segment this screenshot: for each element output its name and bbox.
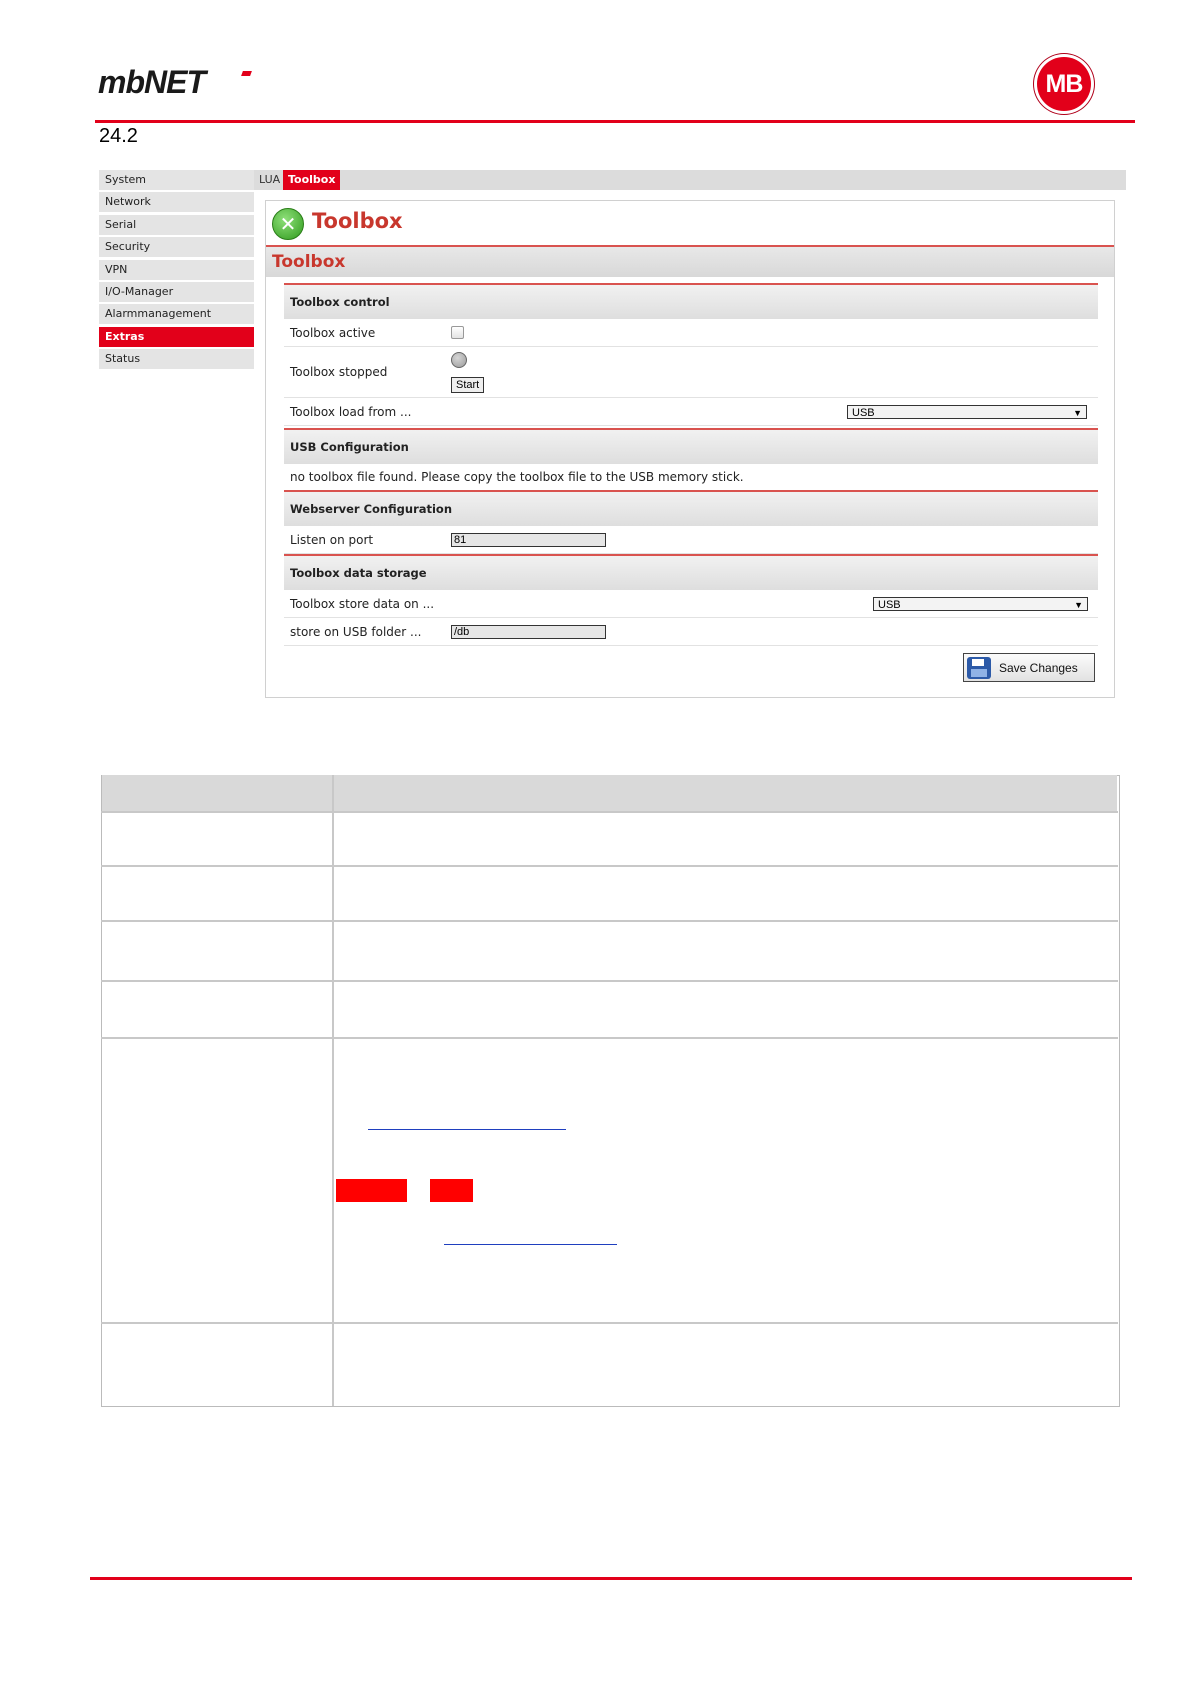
dropdown-arrow-icon: ▼ <box>1073 408 1082 418</box>
panel-subtitle: Toolbox <box>272 252 346 272</box>
panel-title: Toolbox <box>312 209 403 233</box>
section-title: Webserver Configuration <box>290 502 453 516</box>
store-data-on-value: USB <box>878 599 901 611</box>
sidebar-item-system[interactable]: System <box>99 170 254 191</box>
load-from-select[interactable] <box>847 405 1087 419</box>
section-title: Toolbox control <box>290 295 390 309</box>
mb-brand-badge: MB <box>1037 57 1091 111</box>
mbnet-logo: mbNET <box>98 64 205 100</box>
sidebar-item-alarmmanagement[interactable]: Alarmmanagement <box>99 304 254 325</box>
footer-divider <box>90 1577 1132 1580</box>
sidebar-item-network[interactable]: Network <box>99 192 254 213</box>
sidebar-item-serial[interactable]: Serial <box>99 215 254 236</box>
save-changes-label: Save Changes <box>999 661 1078 675</box>
hyperlink-underline[interactable] <box>368 1129 566 1130</box>
hyperlink-underline[interactable] <box>444 1244 617 1245</box>
store-data-on-select[interactable] <box>873 597 1088 611</box>
sidebar-item-extras[interactable]: Extras <box>99 327 254 348</box>
sidebar-item-status[interactable]: Status <box>99 349 254 370</box>
sidebar-nav <box>99 170 254 372</box>
start-button[interactable]: Start <box>451 377 484 393</box>
table-row-divider <box>101 980 1118 982</box>
row-usb-folder <box>284 618 1098 646</box>
floppy-disk-icon <box>967 657 991 679</box>
status-led-icon <box>451 352 467 368</box>
toolbox-active-label: Toolbox active <box>290 326 376 340</box>
table-row-divider <box>101 920 1118 922</box>
save-changes-button[interactable] <box>963 653 1095 682</box>
table-row-divider <box>101 1037 1118 1039</box>
row-store-data-on <box>284 590 1098 618</box>
section-number: 24.2 <box>99 125 138 147</box>
section-header-usb-configuration <box>284 428 1098 464</box>
tab-bar <box>254 170 1126 190</box>
toolbox-wrench-icon: ✕ <box>272 208 304 240</box>
table-column-divider <box>332 775 334 1406</box>
logo-accent-mark <box>241 71 252 76</box>
parameter-table <box>101 775 1120 1407</box>
row-toolbox-active <box>284 319 1098 347</box>
table-row-divider <box>101 865 1118 867</box>
sidebar-item-vpn[interactable]: VPN <box>99 260 254 281</box>
section-title: Toolbox data storage <box>290 566 427 580</box>
listen-port-input[interactable]: 81 <box>451 533 606 547</box>
sidebar-item-security[interactable]: Security <box>99 237 254 258</box>
table-header-row <box>102 775 1117 811</box>
dropdown-arrow-icon: ▼ <box>1074 600 1083 610</box>
row-toolbox-state <box>284 347 1098 398</box>
sidebar-item-io-manager[interactable]: I/O-Manager <box>99 282 254 303</box>
section-header-toolbox-control <box>284 283 1098 319</box>
table-row-divider <box>101 1322 1118 1324</box>
row-listen-port <box>284 526 1098 554</box>
tab-lua[interactable]: LUA <box>259 173 281 186</box>
panel-subtitle-bar <box>266 247 1114 277</box>
table-row-divider <box>101 811 1118 813</box>
row-toolbox-load-from <box>284 398 1098 426</box>
toolbox-active-checkbox[interactable] <box>451 326 464 339</box>
usb-folder-label: store on USB folder ... <box>290 625 422 639</box>
section-header-toolbox-data-storage <box>284 554 1098 590</box>
load-from-label: Toolbox load from ... <box>290 405 412 419</box>
listen-port-label: Listen on port <box>290 533 374 547</box>
store-data-on-label: Toolbox store data on ... <box>290 597 435 611</box>
redacted-highlight <box>336 1179 407 1202</box>
usb-message: no toolbox file found. Please copy the toolbox file to the USB memory stick. <box>290 470 744 484</box>
redacted-highlight <box>430 1179 473 1202</box>
row-usb-message <box>284 464 1098 491</box>
section-header-webserver-configuration <box>284 490 1098 526</box>
header-divider <box>95 120 1135 123</box>
toolbox-state-label: Toolbox stopped <box>290 365 388 379</box>
tab-toolbox[interactable]: Toolbox <box>283 170 340 190</box>
section-title: USB Configuration <box>290 440 409 454</box>
load-from-value: USB <box>852 407 875 419</box>
usb-folder-input[interactable]: /db <box>451 625 606 639</box>
